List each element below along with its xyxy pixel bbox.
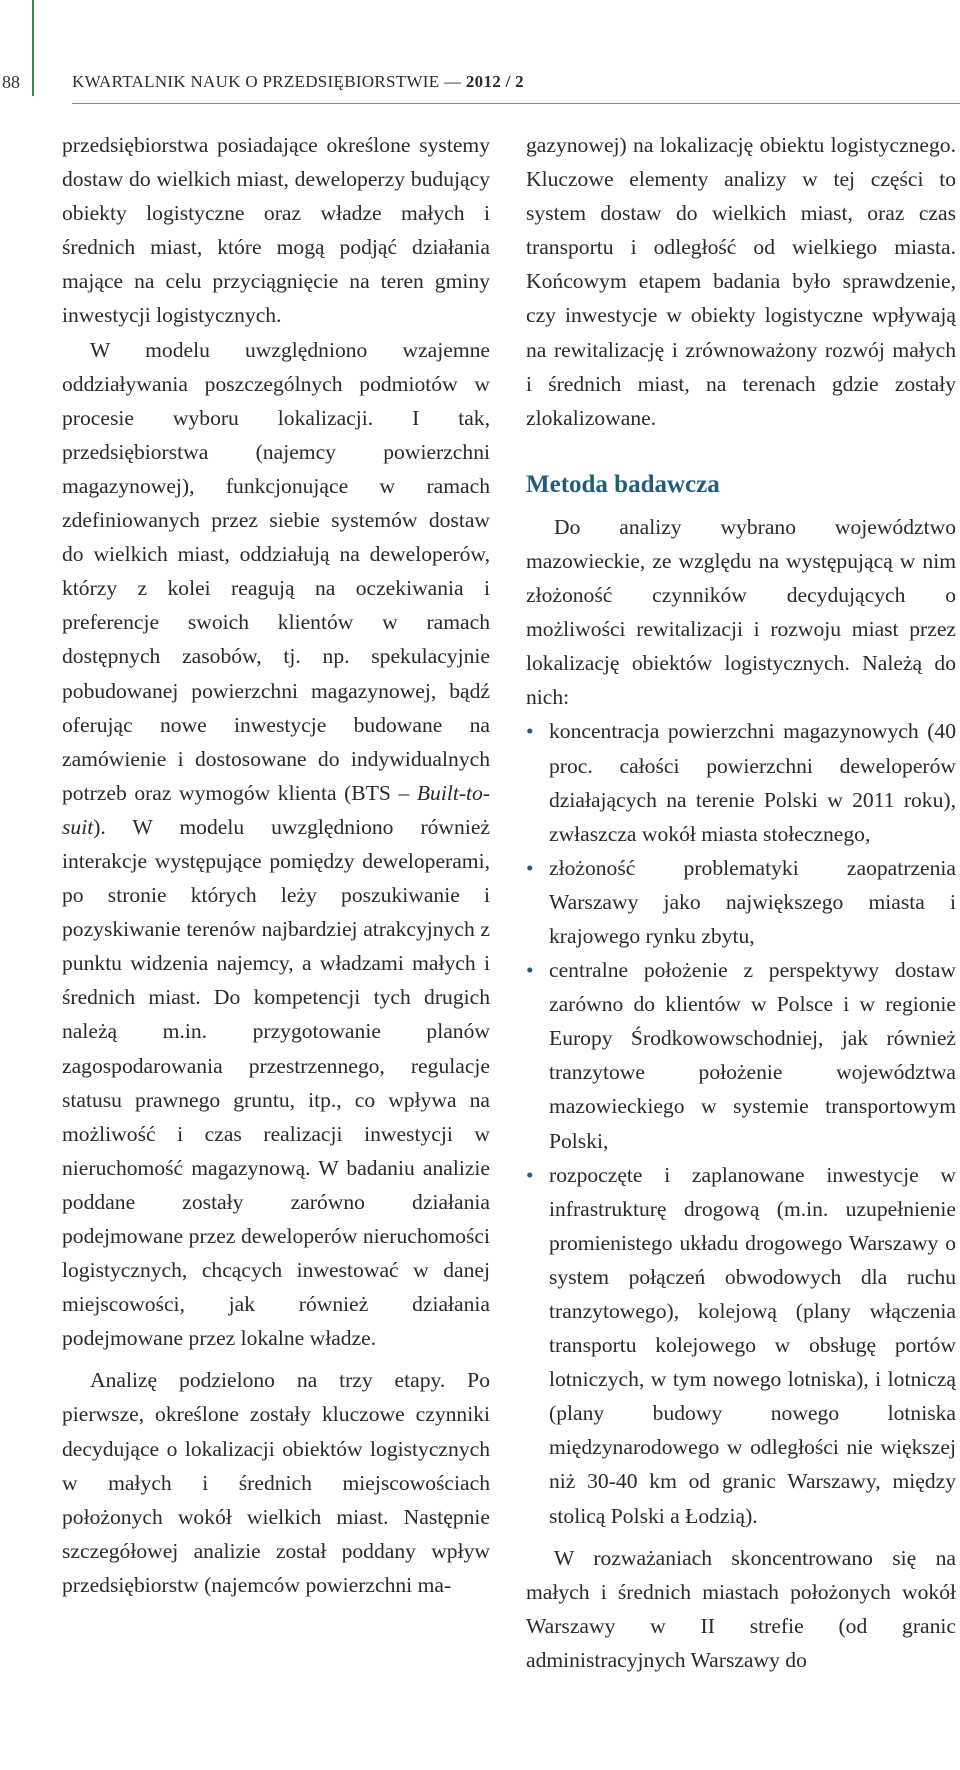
paragraph — [62, 333, 490, 1356]
page-number: 88 — [2, 72, 20, 92]
paragraph-text: ). W modelu uwzględniono również interakcje występujące pomiędzy deweloperami, po stronie których leży poszukiwanie i pozyskiwanie terenów najbardziej atrakcyjnych z punktu widzenia najemcy, a władzami małych i średnich miast. Do kompetencji tych drugich należą m.in. przygotowanie planów zagospodarowania przestrzennego, regulacje statusu prawnego gruntu, itp., co wpływa na możliwość i czas realizacji inwestycji w nieruchomość magazynową. W badaniu analizie poddane zostały zarówno działania podejmowane przez deweloperów nieruchomości logistycznych, chcących inwestować w danej miejscowości, jak również działania podejmowane przez lokalne władze. — [62, 814, 490, 1351]
right-column — [526, 128, 956, 1677]
paragraph: W rozważaniach skoncentrowano się na małych i średnich miastach położonych wokół Warszawy w II strefie (od granic administracyjnych Warszawy do — [526, 1545, 956, 1672]
list-item: • rozpoczęte i zaplanowane inwestycje w infrastrukturę drogową (m.in. uzupełnienie promienistego układu drogowego Warszawy o system połączeń obwodowych dla ruchu tranzytowego), kolejową (plany włączenia transportu kolejowego w obsługę portów lotniczych, w tym nowego lotniska), i lotniczą (plany budowy nowego lotniska międzynarodowego w odległości nie większej niż 30-40 km od granic Warszawy, między stolicą Polski a Łodzią). — [526, 1158, 956, 1533]
paragraph: przedsiębiorstwa posiadające określone systemy dostaw do wielkich miast, deweloperzy budujący obiekty logistyczne oraz władze małych i średnich miast, które mogą podjąć działania mające na celu przyciągnięcie na teren gminy inwestycji logistycznych. — [62, 133, 490, 328]
section-heading: Metoda badawcza — [526, 470, 720, 498]
paragraph-text: W modelu uwzględniono wzajemne oddziaływania poszczególnych podmiotów w procesie wyboru lokalizacji. I tak, przedsiębiorstwa (najemcy powierzchni magazynowej), funkcjonujące w ramach zdefiniowanych przez siebie systemów dostaw do wielkich miast, oddziałują na deweloperów, którzy z kolei reagują na oczekiwania i preferencje swoich klientów w ramach dostępnych zasobów, tj. np. spekulacyjnie pobudowanej powierzchni magazynowej, bądź oferując nowe inwestycje budowane na zamówienie i dostosowane do indywidualnych potrzeb oraz wymogów klienta (BTS – — [62, 337, 490, 805]
list-item: • złożoność problematyki zaopatrzenia Warszawy jako największego miasta i krajowego rynku zbytu, — [526, 851, 956, 953]
list-item: • koncentracja powierzchni magazynowych (40 proc. całości powierzchni deweloperów działających na terenie Polski w 2011 roku), zwłaszcza wokół miasta stołecznego, — [526, 714, 956, 850]
paragraph: gazynowej) na lokalizację obiektu logistycznego. Kluczowe elementy analizy w tej części to system dostaw do wielkich miast, oraz czas transportu i odległość od wielkiego miasta. Końcowym etapem badania było sprawdzenie, czy inwestycje w obiekty logistyczne wpływają na rewitalizację i zrównoważony rozwój małych i średnich miast, na terenach gdzie zostały zlokalizowane. — [526, 133, 956, 430]
running-header — [72, 72, 524, 92]
margin-rule — [32, 0, 34, 96]
list-item: • centralne położenie z perspektywy dostaw zarówno do klientów w Polsce i w regionie Europy Środkowowschodniej, jak również tranzytowe położenie województwa mazowieckiego w systemie transportowym Polski, — [526, 953, 956, 1158]
bullet-list — [526, 714, 956, 1532]
issue-number: 2012 / 2 — [465, 72, 524, 91]
left-column — [62, 128, 490, 1602]
journal-title: KWARTALNIK NAUK O PRZEDSIĘBIORSTWIE — [72, 72, 440, 91]
italic-term: Built-to-suit — [62, 780, 490, 839]
header-separator: — — [439, 72, 466, 91]
paragraph: Do analizy wybrano województwo mazowieckie, ze względu na występującą w nim złożoność czynników decydujących o możliwości rewitalizacji i rozwoju miast przez lokalizację obiektów logistycznych. Należą do nich: — [526, 514, 956, 710]
header-divider — [72, 103, 960, 104]
paragraph: Analizę podzielono na trzy etapy. Po pierwsze, określone zostały kluczowe czynniki decydujące o lokalizacji obiektów logistycznych w małych i średnich miejscowościach położonych wokół wielkich miast. Następnie szczegółowej analizie został poddany wpływ przedsiębiorstw (najemców powierzchni ma- — [62, 1368, 490, 1597]
